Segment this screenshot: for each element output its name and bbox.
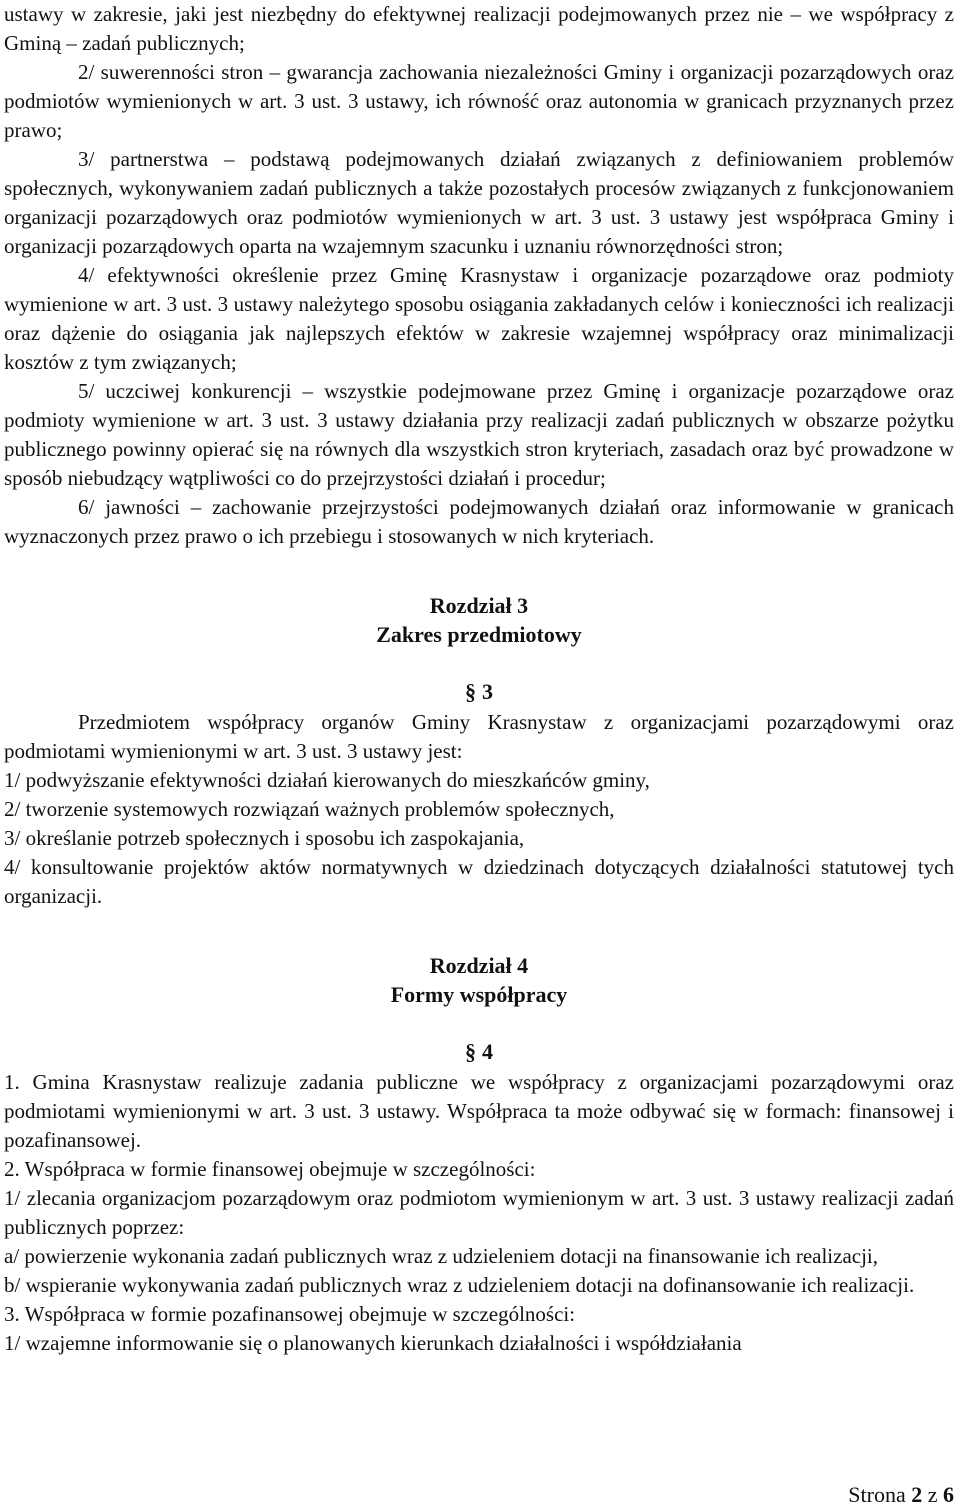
page-number-footer <box>848 1480 954 1509</box>
chapter-3-title: Rozdział 3 <box>429 593 529 618</box>
principle-paragraph-continuation: ustawy w zakresie, jaki jest niezbędny do efektywnej realizacji podejmowanych przez nie – we współpracy z Gminą – zadań publicznych; <box>4 2 954 55</box>
principle-paragraph-efficiency: 4/ efektywności określenie przez Gminę Krasnystaw i organizacje pozarządowe oraz podmioty wymienione w art. 3 ust. 3 ustawy należytego sposobu osiągania zakładanych celów i konieczności ich realizacji oraz dążenie do osiągania jak najlepszych efektów w zakresie wzajemnej współpracy oraz minimalizacji kosztów z tym związanych; <box>4 263 954 374</box>
chapter-3-item-4: 4/ konsultowanie projektów aktów normatywnych w dziedzinach dotyczących działalności statutowej tych organizacji. <box>4 855 954 908</box>
section-sign-icon: § <box>465 679 476 704</box>
chapter-3-item-2: 2/ tworzenie systemowych rozwiązań ważnych problemów społecznych, <box>4 797 615 821</box>
chapter-3-section <box>4 591 954 911</box>
chapter-3-item-1: 1/ podwyższanie efektywności działań kierowanych do mieszkańców gminy, <box>4 768 650 792</box>
chapter-4-point-3: 3. Współpraca w formie pozafinansowej obejmuje w szczególności: <box>4 1302 576 1326</box>
page-separator: z <box>927 1482 938 1507</box>
paragraph-4-number: 4 <box>482 1039 493 1064</box>
page-label: Strona <box>848 1482 906 1507</box>
total-pages-number: 6 <box>943 1482 954 1507</box>
chapter-4-point-3-sub-1: 1/ wzajemne informowanie się o planowanych kierunkach działalności i współdziałania <box>4 1331 742 1355</box>
principle-paragraph-fair-competition: 5/ uczciwej konkurencji – wszystkie podejmowane przez Gminę i organizacje pozarządowe oraz podmioty wymienione w art. 3 ust. 3 ustawy działania przy realizacji zadań publicznych w obszarze pożytku publicznego powinny opierać się na równych dla wszystkich stron kryteriach, zasadach oraz być prowadzone w sposób niebudzący wątpliwości co do przejrzystości działań i procedur; <box>4 379 954 490</box>
chapter-4-point-2-sub-b: b/ wspieranie wykonywania zadań publicznych wraz z udzieleniem dotacji na dofinansowanie ich realizacji. <box>4 1273 915 1297</box>
paragraph-4-heading <box>4 1037 954 1066</box>
chapter-4-point-2-sub-a: a/ powierzenie wykonania zadań publicznych wraz z udzieleniem dotacji na finansowanie ich realizacji, <box>4 1244 879 1268</box>
paragraph-3-number: 3 <box>482 679 493 704</box>
chapter-4-point-2-sub-1: 1/ zlecania organizacjom pozarządowym oraz podmiotom wymienionym w art. 3 ust. 3 ustawy realizacji zadań publicznych poprzez: <box>4 1186 954 1239</box>
chapter-3-item-3: 3/ określanie potrzeb społecznych i sposobu ich zaspokajania, <box>4 826 525 850</box>
chapter-4-section <box>4 951 954 1358</box>
chapter-4-title: Rozdział 4 <box>429 953 529 978</box>
section-sign-icon: § <box>465 1039 476 1064</box>
chapter-3-subtitle: Zakres przedmiotowy <box>376 622 582 647</box>
chapter-4-point-1: 1. Gmina Krasnystaw realizuje zadania publiczne we współpracy z organizacjami pozarządowymi oraz podmiotami wymienionymi w art. 3 ust. 3 ustawy. Współpraca ta może odbywać się w formach: finansowej i pozafinansowej. <box>4 1070 954 1152</box>
chapter-4-point-2: 2. Współpraca w formie finansowej obejmuje w szczególności: <box>4 1157 536 1181</box>
chapter-3-intro: Przedmiotem współpracy organów Gminy Krasnystaw z organizacjami pozarządowymi oraz podmiotami wymienionymi w art. 3 ust. 3 ustawy jest: <box>4 710 954 763</box>
current-page-number: 2 <box>911 1482 923 1507</box>
chapter-4-subtitle: Formy współpracy <box>390 982 568 1007</box>
principle-paragraph-sovereignty: 2/ suwerenności stron – gwarancja zachowania niezależności Gminy i organizacji pozarządowych oraz podmiotów wymienionych w art. 3 ust. 3 ustawy, ich równość oraz autonomia w granicach przyznanych przez prawo; <box>4 60 954 142</box>
principle-paragraph-partnership: 3/ partnerstwa – podstawą podejmowanych działań związanych z definiowaniem problemów społecznych, wykonywaniem zadań publicznych a także pozostałych procesów związanych z funkcjonowaniem organizacji pozarządowych oraz podmiotów wymienionych w art. 3 ust. 3 ustawy jest współpraca Gminy i organizacji pozarządowych oparta na wzajemnym szacunku i uznaniu równorzędności stron; <box>4 147 954 258</box>
principle-paragraph-transparency: 6/ jawności – zachowanie przejrzystości podejmowanych działań oraz informowanie w granicach wyznaczonych przez prawo o ich przebiegu i stosowanych w nich kryteriach. <box>4 495 954 548</box>
paragraph-3-heading <box>4 677 954 706</box>
